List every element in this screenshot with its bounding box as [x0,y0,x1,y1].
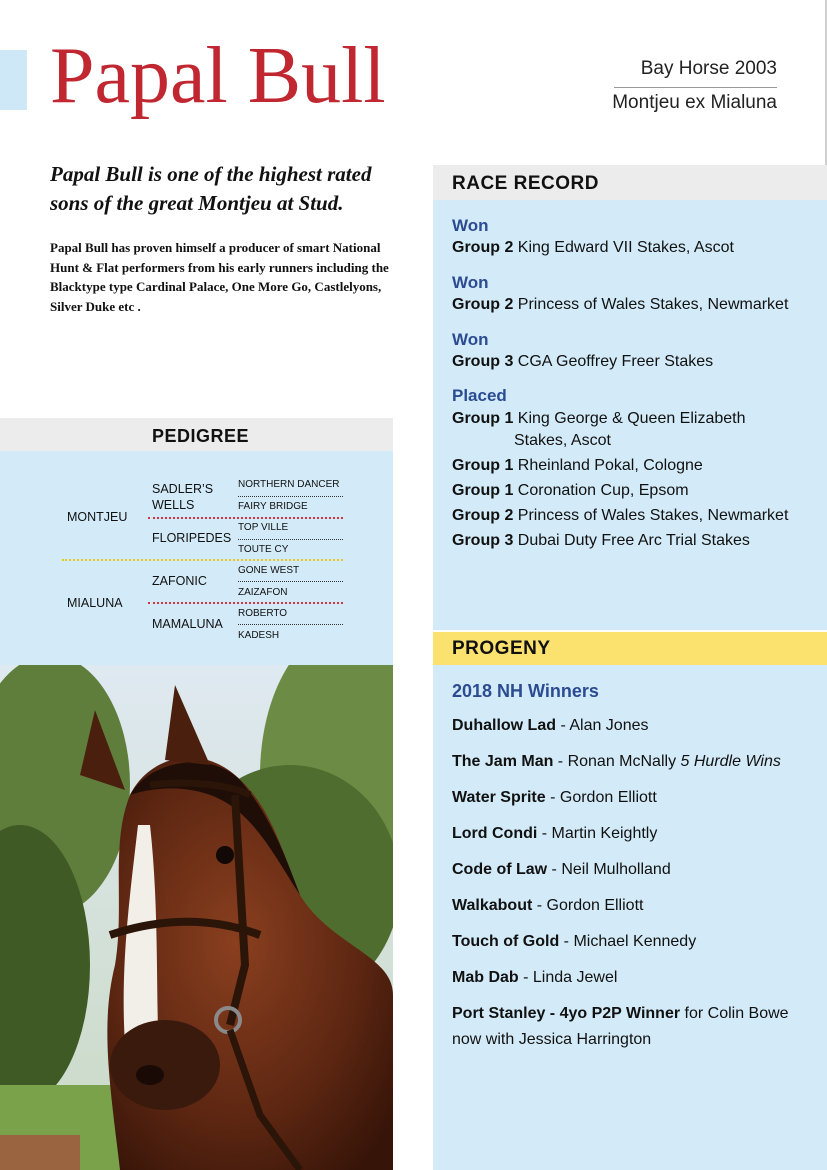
progeny-item [452,1001,789,1027]
horse-name: Duhallow Lad [452,717,556,734]
subtitle-divider [614,87,777,88]
race-name: King Edward VII Stakes, Ascot [517,239,734,256]
race-entry [452,237,734,259]
race-grade: Group 2 [452,296,514,313]
progeny-item [452,965,617,991]
horse-name: Code of Law [452,861,548,878]
pedigree-panel [0,451,393,665]
progeny-panel [433,665,827,1170]
trainer-name: - Ronan McNally [553,753,681,770]
race-grade: Group 1 [452,482,514,499]
trainer-name: - Gordon Elliott [545,789,657,806]
horse-name: Mab Dab [452,969,519,986]
race-name: Dubai Duty Free Arc Trial Stakes [517,532,750,549]
accent-tab [0,50,27,110]
pedigree-g3-7: ROBERTO [238,608,288,619]
race-entry [452,351,713,373]
horse-name: Lord Condi [452,825,538,842]
pedigree-divider [62,559,343,561]
status-label: Won [452,216,489,235]
race-entry [452,294,788,316]
horse-breeding: Montjeu ex Mialuna [612,92,777,113]
horse-photo [0,665,393,1170]
progeny-item-cont: now with Jessica Harrington [452,1031,652,1048]
race-name-cont: Stakes, Ascot [514,432,611,449]
horse-name: The Jam Man [452,753,554,770]
pedigree-divider [238,624,343,625]
race-grade: Group 1 [452,457,514,474]
pedigree-heading: PEDIGREE [152,426,250,446]
trainer-name: - Michael Kennedy [559,933,697,950]
race-name: Princess of Wales Stakes, Newmarket [517,507,789,524]
pedigree-g3-4: TOUTE CY [238,544,289,555]
intro-heading: Papal Bull is one of the highest rated sons of the great Montjeu at Stud. [50,162,372,215]
trainer-name: - Linda Jewel [518,969,618,986]
pedigree-g3-6: ZAIZAFON [238,587,288,598]
status-label: Won [452,273,489,292]
pedigree-divider [238,539,343,540]
progeny-item [452,893,643,919]
horse-description: Bay Horse 2003 [640,58,777,79]
race-entry [452,408,746,430]
race-name: Princess of Wales Stakes, Newmarket [517,296,789,313]
horse-name: Walkabout [452,897,533,914]
pedigree-divider [238,581,343,582]
pedigree-g3-2: FAIRY BRIDGE [238,501,308,512]
race-name: Rheinland Pokal, Cologne [517,457,703,474]
race-record-header [433,165,827,200]
trainer-name: - Martin Keightly [537,825,658,842]
pedigree-divider [148,517,343,519]
pedigree-dam-dam: MAMALUNA [152,617,223,631]
race-entry [452,530,750,552]
status-label: Won [452,330,489,349]
progeny-item [452,929,696,955]
pedigree-g3-8: KADESH [238,630,280,641]
horse-name: Touch of Gold [452,933,560,950]
race-grade: Group 3 [452,532,514,549]
pedigree-dam-sire: ZAFONIC [152,574,207,588]
race-record-panel [433,200,827,630]
race-name: King George & Queen Elizabeth [517,410,746,427]
horse-name: Water Sprite [452,789,546,806]
pedigree-sire-sire: SADLER’S WELLS [152,482,214,512]
race-grade: Group 3 [452,353,514,370]
pedigree-g3-5: GONE WEST [238,565,300,576]
race-entry [452,505,788,527]
race-grade: Group 2 [452,239,514,256]
pedigree-sire: MONTJEU [67,510,128,524]
race-entry [452,455,703,477]
progeny-header [433,632,827,665]
trainer-name: - Alan Jones [556,717,649,734]
progeny-item [452,857,671,883]
trainer-name: for Colin Bowe [680,1005,789,1022]
pedigree-divider [238,496,343,497]
winner-note: 5 Hurdle Wins [680,753,781,770]
progeny-item [452,821,657,847]
pedigree-header [0,418,393,451]
pedigree-sire-dam: FLORIPEDES [152,531,232,545]
race-record-heading: RACE RECORD [452,173,599,194]
race-entry [452,480,689,502]
progeny-item [452,785,657,811]
progeny-item [452,749,781,775]
page-title: Papal Bull [50,32,386,120]
status-label: Placed [452,386,507,405]
race-name: CGA Geoffrey Freer Stakes [517,353,714,370]
progeny-heading: PROGENY [452,638,551,659]
pedigree-g3-3: TOP VILLE [238,522,289,533]
pedigree-g3-1: NORTHERN DANCER [238,479,340,490]
race-name: Coronation Cup, Epsom [517,482,689,499]
intro-body: Papal Bull has proven himself a producer of smart National Hunt & Flat performers from his early runners including the Blacktype type Cardinal Palace, One More Go, Castlelyons, Silver Duke etc . [50,240,389,314]
progeny-subheading: 2018 NH Winners [452,681,599,701]
trainer-name: - Neil Mulholland [547,861,671,878]
race-grade: Group 2 [452,507,514,524]
pedigree-dam: MIALUNA [67,596,123,610]
trainer-name: - Gordon Elliott [532,897,644,914]
progeny-item [452,713,649,739]
horse-name: Port Stanley - 4yo P2P Winner [452,1005,681,1022]
pedigree-divider [148,602,343,604]
race-grade: Group 1 [452,410,514,427]
